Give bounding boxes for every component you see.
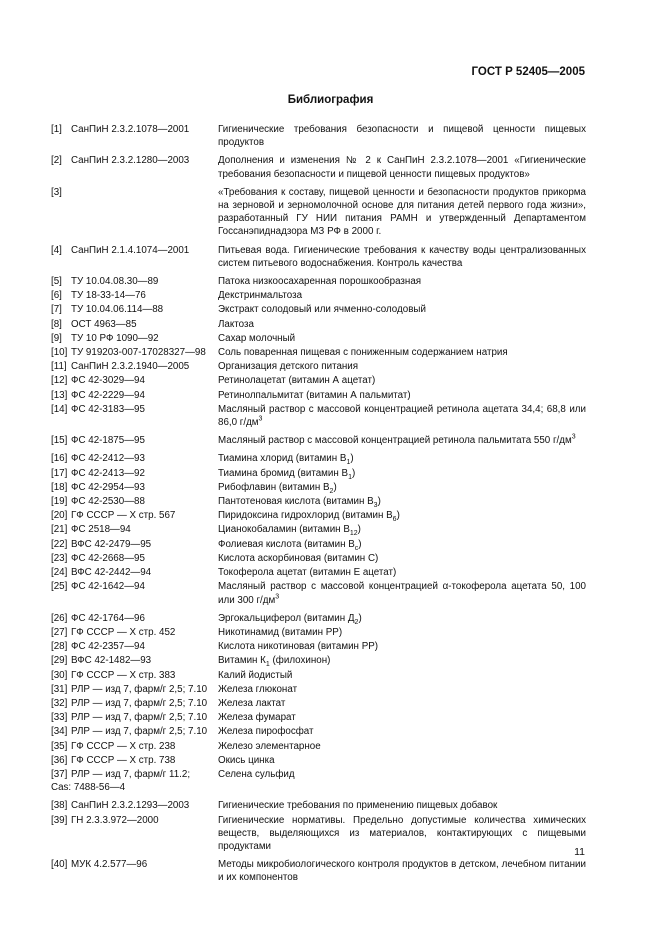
entry-number: [27]: [51, 626, 68, 638]
entry-description: [218, 768, 586, 781]
bibliography-entry: [51, 640, 586, 653]
entry-number: [9]: [51, 332, 62, 344]
entry-reference: [51, 580, 218, 593]
bibliography-entry: [51, 275, 586, 288]
bibliography-entry: [51, 654, 586, 667]
entry-reference: [51, 814, 218, 827]
entry-description-text: Калий йодистый: [218, 669, 293, 681]
bibliography-entry: [51, 858, 586, 884]
entry-code-continued: Cas: 7488-56—4: [51, 782, 126, 794]
entry-description-text: Соль поваренная пищевая с пониженным содержанием натрия: [218, 347, 508, 359]
entry-description-text: Окись цинка: [218, 754, 275, 766]
entry-description-tail: ): [358, 612, 362, 624]
bibliography-entry: [51, 552, 586, 565]
entry-description: [218, 318, 586, 331]
entry-subscript: с: [354, 544, 359, 552]
entry-code: РЛР — изд 7, фарм/г 11.2;: [71, 768, 191, 780]
entry-reference: [51, 275, 218, 288]
entry-description: [218, 403, 586, 429]
entry-reference: [51, 467, 218, 480]
entry-code: ТУ 10.04.08.30—89: [71, 276, 159, 288]
entry-description-text: Пантотеновая кислота (витамин В: [218, 496, 374, 508]
entry-description-text: Железа пирофосфат: [218, 726, 314, 738]
entry-number: [13]: [51, 389, 68, 401]
entry-code: ВФС 42-2479—95: [71, 538, 152, 550]
bibliography-entry: [51, 754, 586, 767]
entry-description-text: Сахар молочный: [218, 332, 296, 344]
bibliography-entry: [51, 332, 586, 345]
bibliography-entry: [51, 711, 586, 724]
entry-description-text: Декстринмальтоза: [218, 290, 303, 302]
entry-number: [36]: [51, 754, 68, 766]
entry-reference: [51, 154, 218, 167]
bibliography-entry: [51, 669, 586, 682]
entry-description-text: Никотинамид (витамин РР): [218, 626, 343, 638]
entry-number: [21]: [51, 524, 68, 536]
entry-description: [218, 669, 586, 682]
bibliography-entry: [51, 538, 586, 551]
entry-description-text: Гигиенические требования по применению пищевых добавок: [218, 800, 498, 812]
entry-description-tail: ): [357, 524, 361, 536]
entry-description: [218, 123, 586, 149]
bibliography-entry: [51, 186, 586, 239]
entry-reference: [51, 123, 218, 136]
entry-reference: [51, 858, 218, 871]
entry-description-text: Дополнения и изменения № 2 к СанПиН 2.3.2.1078—2001 «Гигиенические требования безопасности и пищевой ценности пищевых продуктов»: [218, 155, 586, 180]
entry-description-text: Тиамина бромид (витамин В: [218, 467, 349, 479]
entry-description: [218, 389, 586, 402]
entry-description-tail: ): [350, 453, 354, 465]
entry-code: РЛР — изд 7, фарм/г 2,5; 7.10: [71, 697, 208, 709]
bibliography-entry: [51, 123, 586, 149]
entry-description: [218, 374, 586, 387]
bibliography-entry: [51, 403, 586, 429]
bibliography-entry: [51, 289, 586, 302]
entry-description-tail: ): [333, 481, 337, 493]
bibliography-entry: [51, 740, 586, 753]
entry-description-tail: ): [358, 538, 362, 550]
entry-code: ФС 42-2530—88: [71, 496, 145, 508]
bibliography-list: [51, 123, 586, 886]
entry-description-text: Масляный раствор с массовой концентрацией α-токоферола ацетата 50, 100 или 300 г/дм: [218, 581, 586, 606]
entry-reference: [51, 318, 218, 331]
bibliography-entry: [51, 509, 586, 522]
page-title: Библиография: [287, 94, 374, 106]
entry-description-text: «Требования к составу, пищевой ценности и безопасности продуктов прикорма на зерновой и зерномолочной основе для питания детей первого года жизни», разработанный ГУ НИИ питания РАМН и утвержденный Департаментом Госсанэпиднадзора МЗ РФ в 2000 г.: [218, 186, 586, 238]
bibliography-entry: [51, 481, 586, 494]
entry-description: [218, 509, 586, 522]
entry-subscript: 6: [392, 516, 397, 524]
bibliography-entry: [51, 626, 586, 639]
entry-description-text: Масляный раствор с массовой концентрацией ретинола ацетата 34,4; 68,8 или 86,0 г/дм: [218, 403, 586, 429]
entry-number: [26]: [51, 612, 68, 624]
entry-description: [218, 244, 586, 270]
entry-code: СанПиН 2.3.2.1940—2005: [71, 361, 190, 373]
entry-description-text: Питьевая вода. Гигиенические требования к качеству воды централизованных систем питьевого водоснабжения. Контроль качества: [218, 244, 586, 269]
entry-number: [12]: [51, 375, 68, 387]
entry-description: [218, 697, 586, 710]
bibliography-entry: [51, 374, 586, 387]
entry-description-text: Ретинолацетат (витамин А ацетат): [218, 375, 376, 387]
entry-description: [218, 612, 586, 625]
bibliography-entry: [51, 799, 586, 812]
entry-code: ТУ 10 РФ 1090—92: [71, 332, 159, 344]
entry-description-text: Железа глюконат: [218, 683, 298, 695]
entry-description: [218, 275, 586, 288]
entry-description: [218, 580, 586, 606]
entry-number: [23]: [51, 552, 68, 564]
entry-description-text: Пиридоксина гидрохлорид (витамин В: [218, 510, 393, 522]
entry-number: [6]: [51, 290, 62, 302]
bibliography-entry: [51, 303, 586, 316]
entry-reference: [51, 186, 218, 199]
entry-reference: [51, 711, 218, 724]
entry-description-text: Железа лактат: [218, 697, 286, 709]
entry-description: [218, 654, 586, 667]
entry-number: [40]: [51, 859, 68, 871]
entry-code: ФС 42-2954—93: [71, 481, 145, 493]
entry-code: СанПиН 2.3.2.1280—2003: [71, 155, 190, 167]
entry-code: РЛР — изд 7, фарм/г 2,5; 7.10: [71, 683, 208, 695]
entry-description: [218, 523, 586, 536]
entry-description-tail: ): [377, 496, 381, 508]
entry-reference: [51, 754, 218, 767]
entry-description-text: Патока низкоосахаренная порошкообразная: [218, 276, 422, 288]
entry-number: [38]: [51, 800, 68, 812]
entry-code: ФС 42-2413—92: [71, 467, 145, 479]
entry-number: [15]: [51, 435, 68, 447]
entry-description: [218, 538, 586, 551]
entry-reference: [51, 332, 218, 345]
entry-description-tail: (филохинон): [269, 655, 331, 667]
entry-code: ГН 2.3.3.972—2000: [71, 814, 159, 826]
entry-description: [218, 683, 586, 696]
entry-number: [35]: [51, 740, 68, 752]
entry-description-text: Методы микробиологического контроля продуктов в детском, лечебном питании и их компонентов: [218, 859, 586, 884]
entry-description: [218, 552, 586, 565]
entry-code: ТУ 10.04.06.114—88: [71, 304, 164, 316]
bibliography-entry: [51, 814, 586, 854]
entry-description: [218, 740, 586, 753]
bibliography-entry: [51, 768, 586, 794]
entry-description: [218, 711, 586, 724]
entry-code: ВФС 42-1482—93: [71, 655, 152, 667]
entry-number: [4]: [51, 244, 62, 256]
entry-reference: [51, 640, 218, 653]
entry-reference: [51, 626, 218, 639]
entry-description-tail: ): [351, 467, 356, 479]
entry-code: СанПиН 2.3.2.1078—2001: [71, 124, 190, 135]
entry-code: МУК 4.2.577—96: [71, 859, 148, 871]
entry-number: [31]: [51, 683, 68, 695]
entry-description: [218, 154, 586, 180]
entry-code: РЛР — изд 7, фарм/г 2,5; 7.10: [71, 726, 208, 738]
entry-code: ГФ СССР — Х стр. 452: [71, 626, 176, 638]
bibliography-entry: [51, 154, 586, 180]
entry-number: [14]: [51, 403, 68, 415]
entry-description: [218, 434, 586, 447]
entry-code: ТУ 919203-007-17028327—98: [71, 347, 206, 359]
entry-subscript: 3: [373, 502, 378, 510]
entry-number: [18]: [51, 481, 68, 493]
entry-description: [218, 346, 586, 359]
entry-subscript: 1: [265, 661, 270, 669]
entry-description: [218, 626, 586, 639]
entry-reference: [51, 683, 218, 696]
entry-description: [218, 452, 586, 465]
entry-reference: [51, 697, 218, 710]
bibliography-entry: [51, 725, 586, 738]
entry-description-text: Масляный раствор с массовой концентрацией ретинола пальмитата 550 г/дм: [218, 435, 572, 447]
entry-description-text: Эргокальциферол (витамин Д: [218, 612, 355, 624]
entry-number: [17]: [51, 467, 68, 479]
entry-number: [19]: [51, 496, 68, 508]
entry-reference: [51, 346, 218, 359]
entry-number: [33]: [51, 712, 68, 724]
entry-description: [218, 566, 586, 579]
entry-description-text: Тиамина хлорид (витамин В: [218, 453, 347, 465]
entry-number: [29]: [51, 655, 68, 667]
entry-code: ГФ СССР — Х стр. 238: [71, 740, 176, 752]
bibliography-entry: [51, 360, 586, 373]
entry-description-text: Экстракт солодовый или ячменно-солодовый: [218, 304, 426, 316]
entry-code: ФС 42-2668—95: [71, 552, 145, 564]
entry-description-text: Кислота аскорбиновая (витамин С): [218, 552, 379, 564]
entry-description: [218, 481, 586, 494]
bibliography-entry: [51, 612, 586, 625]
entry-code: ВФС 42-2442—94: [71, 567, 152, 579]
entry-reference: [51, 403, 218, 416]
entry-description: [218, 467, 586, 480]
entry-subscript: 1: [346, 459, 351, 467]
entry-description-text: Лактоза: [218, 318, 254, 330]
bibliography-entry: [51, 495, 586, 508]
entry-description: [218, 289, 586, 302]
entry-reference: [51, 740, 218, 753]
bibliography-entry: [51, 452, 586, 465]
entry-number: [30]: [51, 669, 68, 681]
entry-reference: [51, 509, 218, 522]
entry-reference: [51, 566, 218, 579]
entry-number: [5]: [51, 276, 62, 288]
entry-code: ФС 42-3183—95: [71, 403, 145, 415]
entry-description-text: Железа фумарат: [218, 712, 296, 724]
entry-reference: [51, 360, 218, 373]
entry-description-text: Токоферола ацетат (витамин Е ацетат): [218, 567, 397, 579]
entry-subscript: 1: [348, 473, 352, 481]
entry-number: [39]: [51, 814, 68, 826]
entry-number: [11]: [51, 361, 67, 373]
entry-reference: [51, 374, 218, 387]
entry-code: ГФ СССР — Х стр. 383: [71, 669, 176, 681]
entry-reference: [51, 289, 218, 302]
entry-number: [2]: [51, 155, 62, 167]
entry-description-text: Ретинолпальмитат (витамин А пальмитат): [218, 389, 411, 401]
entry-superscript: 3: [571, 434, 576, 441]
entry-reference: [51, 538, 218, 551]
entry-number: [8]: [51, 318, 62, 330]
entry-description-text: Железо элементарное: [218, 740, 321, 752]
entry-code: ФС 42-1764—96: [71, 612, 145, 624]
entry-subscript: 2: [354, 618, 359, 626]
entry-number: [28]: [51, 641, 68, 653]
page-number: 11: [574, 846, 585, 858]
entry-reference: [51, 523, 218, 536]
entry-code: ОСТ 4963—85: [71, 318, 137, 330]
entry-description: [218, 360, 586, 373]
document-id: ГОСТ Р 52405—2005: [471, 66, 585, 78]
bibliography-entry: [51, 697, 586, 710]
bibliography-entry: [51, 244, 586, 270]
entry-description-text: Гигиенические требования безопасности и пищевой ценности пищевых продуктов: [218, 124, 586, 149]
entry-reference: [51, 669, 218, 682]
entry-number: [7]: [51, 304, 62, 316]
entry-description: [218, 186, 586, 239]
entry-code: СанПиН 2.3.2.1293—2003: [71, 800, 190, 812]
entry-description-text: Фолиевая кислота (витамин В: [218, 538, 355, 550]
entry-reference: [51, 303, 218, 316]
entry-description: [218, 858, 586, 884]
bibliography-entry: [51, 346, 586, 359]
entry-reference: [51, 434, 218, 447]
entry-reference: [51, 495, 218, 508]
entry-description-text: Цианокобаламин (витамин В: [218, 524, 350, 536]
entry-description: [218, 303, 586, 316]
bibliography-entry: [51, 566, 586, 579]
entry-code: ФС 42-2357—94: [71, 641, 145, 653]
entry-description-text: Рибофлавин (витамин В: [218, 481, 330, 493]
entry-code: ГФ СССР — Х стр. 738: [71, 754, 176, 766]
entry-reference: [51, 389, 218, 402]
entry-description: [218, 814, 586, 854]
entry-number: [32]: [51, 697, 68, 709]
entry-code: ФС 42-3029—94: [71, 375, 145, 387]
entry-subscript: 12: [349, 530, 358, 538]
entry-number: [37]: [51, 768, 68, 780]
entry-subscript: 2: [329, 487, 334, 495]
entry-code: ФС 2518—94: [71, 524, 131, 536]
entry-description-text: Организация детского питания: [218, 361, 359, 373]
entry-superscript: 3: [275, 593, 280, 601]
entry-code: ГФ СССР — Х стр. 567: [71, 510, 176, 522]
entry-reference: [51, 768, 218, 794]
entry-number: [22]: [51, 538, 68, 550]
bibliography-entry: [51, 318, 586, 331]
entry-description-text: Кислота никотиновая (витамин РР): [218, 641, 379, 653]
bibliography-entry: [51, 434, 586, 447]
entry-code: СанПиН 2.1.4.1074—2001: [71, 244, 190, 256]
entry-number: [10]: [51, 347, 68, 359]
entry-code: ФС 42-1875—95: [71, 435, 145, 447]
entry-number: [1]: [51, 124, 62, 135]
entry-description: [218, 640, 586, 653]
entry-number: [25]: [51, 581, 68, 593]
entry-number: [20]: [51, 510, 68, 522]
entry-description: [218, 495, 586, 508]
entry-description-text: Селена сульфид: [218, 768, 295, 780]
entry-code: ФС 42-2412—93: [71, 453, 145, 465]
entry-number: [24]: [51, 567, 68, 579]
entry-code: ФС 42-2229—94: [71, 389, 145, 401]
bibliography-entry: [51, 580, 586, 606]
entry-superscript: 3: [258, 415, 263, 423]
entry-code: ФС 42-1642—94: [71, 581, 145, 593]
entry-number: [16]: [51, 453, 68, 465]
entry-reference: [51, 481, 218, 494]
bibliography-entry: [51, 389, 586, 402]
entry-reference: [51, 654, 218, 667]
entry-reference: [51, 244, 218, 257]
entry-description: [218, 725, 586, 738]
entry-reference: [51, 612, 218, 625]
entry-description: [218, 799, 586, 812]
bibliography-entry: [51, 467, 586, 480]
entry-description-tail: ): [396, 510, 400, 522]
entry-code: РЛР — изд 7, фарм/г 2,5; 7.10: [71, 712, 208, 724]
entry-number: [3]: [51, 186, 62, 198]
entry-description: [218, 332, 586, 345]
entry-reference: [51, 799, 218, 812]
bibliography-entry: [51, 523, 586, 536]
entry-description-text: Гигиенические нормативы. Предельно допустимые количества химических веществ, выделяющихся из материалов, контактирующих с пищевыми продуктами: [218, 814, 586, 852]
entry-reference: [51, 725, 218, 738]
entry-description: [218, 754, 586, 767]
entry-description-text: Витамин К: [218, 655, 266, 667]
entry-reference: [51, 552, 218, 565]
entry-number: [34]: [51, 726, 68, 738]
entry-reference: [51, 452, 218, 465]
bibliography-entry: [51, 683, 586, 696]
entry-code: ТУ 18-33-14—76: [71, 290, 146, 302]
